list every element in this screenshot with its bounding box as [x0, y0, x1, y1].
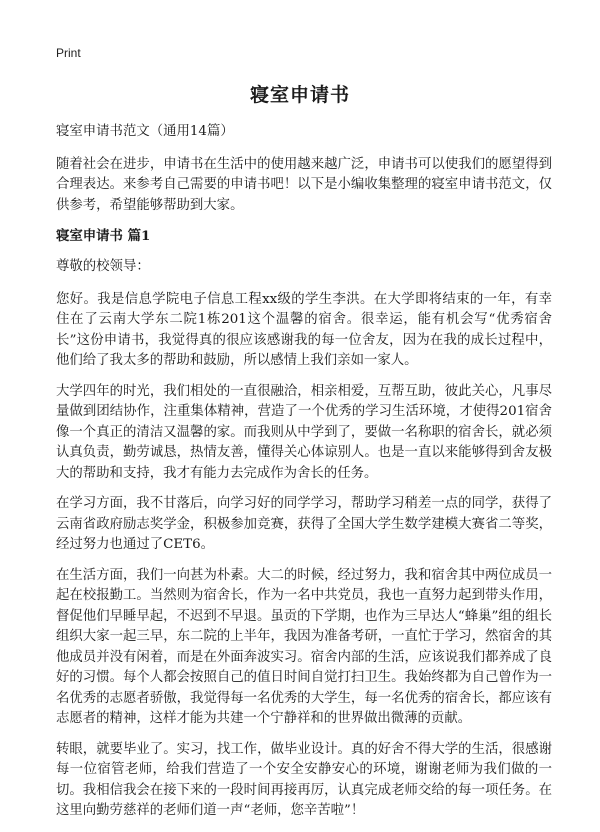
- intro-paragraph: 随着社会在进步，申请书在生活中的使用越来越广泛，申请书可以使我们的愿望得到合理表达。来参考自己需要的申请书吧！以下是小编收集整理的寝室申请书范文，仅供参考，希望能够帮助到大家。: [56, 156, 552, 213]
- document-subtitle: 寝室申请书范文（通用14篇）: [56, 124, 234, 139]
- section-heading: 寝室申请书 篇1: [56, 228, 151, 244]
- body-paragraph: 在学习方面，我不甘落后，向学习好的同学学习，帮助学习稍差一点的同学，获得了云南省政府励志奖学金，积极参加竞赛，获得了全国大学生数学建模大赛省二等奖，经过努力也通过了CET6。: [56, 496, 552, 552]
- body-paragraph: 在生活方面，我们一向甚为朴素。大二的时候，经过努力，我和宿舍其中两位成员一起在校报勤工。当然则为宿舍长，作为一名中共党员，我也一直努力起到带头作用，督促他们早睡早起，不迟到不早退。虽贡的下学期，也作为三早达人“蜂巢”组的组长组织大家一起三早，东二院的上半年，我因为准备考研，一直忙于学习，然宿舍的其他成员并没有闲着，而是在外面奔波实习。宿舍内部的生活，应该说我们都养成了良好的习惯。每个人都会按照自己的值日时间自觉打扫卫生。我始终都为自己曾作为一名优秀的志愿者骄傲，我觉得每一名优秀的大学生，每一名优秀的宿舍长，都应该有志愿者的精神，这样才能为共建一个宁静祥和的世界做出微薄的贡献。: [56, 567, 552, 726]
- body-paragraph: 大学四年的时光，我们相处的一直很融洽，相亲相爱，互帮互助，彼此关心，凡事尽量做到团结协作，注重集体精神，营造了一个优秀的学习生活环境，才使得201宿舍像一个真正的清洁又温馨的家。而我则从中学到了，要做一名称职的宿舍长，就必须认真负责，勤劳诚恳，热情友善，懂得关心体谅别人。也是一直以来能够得到舍友极大的帮助和支持，我才有能力去完成作为舍长的任务。: [56, 383, 552, 481]
- page-title: 寝室申请书: [249, 84, 350, 106]
- salutation: 尊敬的校领导：: [56, 259, 150, 274]
- body-paragraph: 您好。我是信息学院电子信息工程xx级的学生李洪。在大学即将结束的一年，有幸住在了云南大学东二院1栋201这个温馨的宿舍。很幸运，能有机会写“优秀宿舍长”这份申请书，我觉得真的很应该感谢我的每一位舍友，因为在我的成长过程中，他们给了我太多的帮助和鼓励，所以感情上我们亲如一家人。: [56, 291, 552, 368]
- body-paragraph: 转眼，就要毕业了。实习，找工作，做毕业设计。真的好舍不得大学的生活，很感谢每一位宿管老师，给我们营造了一个安全安静安心的环境，谢谢老师为我们做的一切。我相信我会在接下来的一段时间再接再厉，认真完成老师交给的每一项任务。在这里向勤劳慈祥的老师们道一声“老师，您辛苦啦”！: [56, 741, 552, 818]
- print-link[interactable]: Print: [56, 46, 81, 60]
- document-body: [56, 122, 552, 832]
